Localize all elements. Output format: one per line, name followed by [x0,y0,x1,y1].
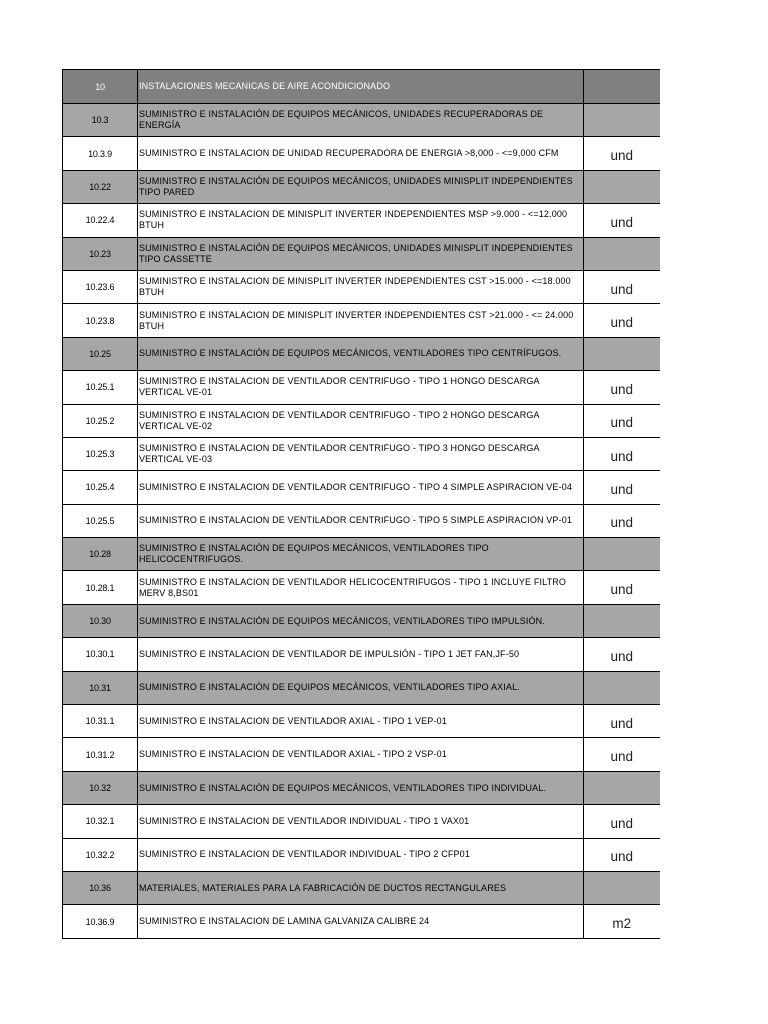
budget-table [62,69,660,939]
item-description-cell: SUMINISTRO E INSTALACION DE VENTILADOR CENTRIFUGO - TIPO 2 HONGO DESCARGA VERTICAL VE-02 [138,404,584,437]
item-unit-cell: und [584,638,660,671]
table-row-item [63,638,660,671]
item-description-cell: INSTALACIONES MECANICAS DE AIRE ACONDICIONADO [138,70,584,104]
table-row-section [63,104,660,137]
item-code-cell: 10.25.3 [63,437,138,470]
table-row-item [63,471,660,504]
item-description-cell: SUMINISTRO E INSTALACIÓN DE EQUIPOS MECÁNICOS, UNIDADES MINISPLIT INDEPENDIENTES TIPO PARED [138,170,584,203]
item-unit-cell: und [584,705,660,738]
item-code-cell: 10.25 [63,337,138,370]
item-description-cell: SUMINISTRO E INSTALACION DE VENTILADOR CENTRIFUGO - TIPO 1 HONGO DESCARGA VERTICAL VE-01 [138,371,584,404]
item-description-cell: SUMINISTRO E INSTALACIÓN DE EQUIPOS MECÁNICOS, UNIDADES MINISPLIT INDEPENDIENTES TIPO CASSETTE [138,237,584,270]
item-unit-cell: und [584,738,660,771]
item-unit-cell [584,771,660,804]
item-description-cell: SUMINISTRO E INSTALACIÓN DE EQUIPOS MECÁNICOS, VENTILADORES TIPO HELICOCENTRIFUGOS. [138,538,584,571]
item-code-cell: 10.23.8 [63,304,138,337]
item-description-cell: SUMINISTRO E INSTALACIÓN DE EQUIPOS MECÁNICOS, UNIDADES RECUPERADORAS DE ENERGÍA [138,104,584,137]
item-unit-cell: und [584,504,660,537]
item-code-cell: 10.23 [63,237,138,270]
item-unit-cell [584,237,660,270]
item-unit-cell: und [584,137,660,170]
item-unit-cell: m2 [584,905,660,938]
item-unit-cell [584,604,660,637]
item-code-cell: 10 [63,70,138,104]
table-row-item [63,571,660,604]
item-code-cell: 10.32 [63,771,138,804]
table-row-section [63,671,660,704]
table-row-section [63,604,660,637]
item-code-cell: 10.23.6 [63,270,138,303]
item-code-cell: 10.28 [63,538,138,571]
table-row-section [63,237,660,270]
item-code-cell: 10.22.4 [63,204,138,237]
item-description-cell: SUMINISTRO E INSTALACIÓN DE EQUIPOS MECÁNICOS, VENTILADORES TIPO IMPULSIÓN. [138,604,584,637]
item-unit-cell [584,538,660,571]
item-code-cell: 10.36 [63,871,138,904]
item-unit-cell [584,871,660,904]
item-unit-cell [584,170,660,203]
item-description-cell: SUMINISTRO E INSTALACION DE VENTILADOR CENTRIFUGO - TIPO 3 HONGO DESCARGA VERTICAL VE-03 [138,437,584,470]
item-unit-cell: und [584,404,660,437]
item-description-cell: SUMINISTRO E INSTALACION DE VENTILADOR AXIAL - TIPO 1 VEP-01 [138,705,584,738]
item-code-cell: 10.25.2 [63,404,138,437]
item-unit-cell: und [584,805,660,838]
item-description-cell: SUMINISTRO E INSTALACIÓN DE EQUIPOS MECÁNICOS, VENTILADORES TIPO CENTRÍFUGOS. [138,337,584,370]
table-row-item [63,137,660,170]
item-description-cell: SUMINISTRO E INSTALACION DE VENTILADOR INDIVIDUAL - TIPO 2 CFP01 [138,838,584,871]
item-code-cell: 10.31.2 [63,738,138,771]
item-unit-cell: und [584,304,660,337]
table-row-item [63,437,660,470]
item-unit-cell [584,337,660,370]
item-code-cell: 10.25.1 [63,371,138,404]
item-description-cell: SUMINISTRO E INSTALACION DE VENTILADOR CENTRIFUGO - TIPO 4 SIMPLE ASPIRACION VE-04 [138,471,584,504]
table-row-item [63,404,660,437]
table-row-item [63,204,660,237]
item-unit-cell: und [584,471,660,504]
table-row-item [63,270,660,303]
item-description-cell: SUMINISTRO E INSTALACION DE VENTILADOR INDIVIDUAL - TIPO 1 VAX01 [138,805,584,838]
item-description-cell: SUMINISTRO E INSTALACION DE MINISPLIT INVERTER INDEPENDIENTES CST >15.000 - <=18.000 BTUH [138,270,584,303]
item-code-cell: 10.30.1 [63,638,138,671]
table-row-item [63,805,660,838]
item-code-cell: 10.25.4 [63,471,138,504]
item-unit-cell: und [584,437,660,470]
table-row-chapter [63,70,660,104]
item-code-cell: 10.32.2 [63,838,138,871]
item-unit-cell [584,671,660,704]
item-unit-cell: und [584,838,660,871]
item-description-cell: SUMINISTRO E INSTALACION DE UNIDAD RECUPERADORA DE ENERGIA >8,000 - <=9,000 CFM [138,137,584,170]
item-code-cell: 10.25.5 [63,504,138,537]
table-row-item [63,838,660,871]
table-row-section [63,337,660,370]
item-description-cell: SUMINISTRO E INSTALACION DE VENTILADOR AXIAL - TIPO 2 VSP-01 [138,738,584,771]
item-description-cell: SUMINISTRO E INSTALACION DE MINISPLIT INVERTER INDEPENDIENTES CST >21.000 - <= 24.000 BTUH [138,304,584,337]
item-code-cell: 10.22 [63,170,138,203]
item-description-cell: SUMINISTRO E INSTALACION DE VENTILADOR HELICOCENTRIFUGOS - TIPO 1 INCLUYE FILTRO MERV 8,BS01 [138,571,584,604]
item-description-cell: MATERIALES, MATERIALES PARA LA FABRICACIÓN DE DUCTOS RECTANGULARES [138,871,584,904]
table-row-section [63,771,660,804]
table-row-item [63,705,660,738]
table-row-section [63,170,660,203]
table-row-item [63,371,660,404]
item-description-cell: SUMINISTRO E INSTALACION DE VENTILADOR CENTRIFUGO - TIPO 5 SIMPLE ASPIRACION VP-01 [138,504,584,537]
table-row-section [63,871,660,904]
item-code-cell: 10.3 [63,104,138,137]
item-code-cell: 10.28.1 [63,571,138,604]
item-code-cell: 10.36.9 [63,905,138,938]
item-unit-cell [584,104,660,137]
item-unit-cell: und [584,270,660,303]
item-code-cell: 10.31.1 [63,705,138,738]
item-code-cell: 10.31 [63,671,138,704]
item-code-cell: 10.3.9 [63,137,138,170]
table-row-section [63,538,660,571]
table-row-item [63,738,660,771]
item-unit-cell: und [584,371,660,404]
item-unit-cell: und [584,204,660,237]
table-row-item [63,304,660,337]
item-description-cell: SUMINISTRO E INSTALACION DE MINISPLIT INVERTER INDEPENDIENTES MSP >9.000 - <=12.000 BTUH [138,204,584,237]
table-row-item [63,504,660,537]
item-unit-cell [584,70,660,104]
item-description-cell: SUMINISTRO E INSTALACIÓN DE EQUIPOS MECÁNICOS, VENTILADORES TIPO AXIAL. [138,671,584,704]
item-description-cell: SUMINISTRO E INSTALACION DE VENTILADOR DE IMPULSIÓN - TIPO 1 JET FAN,JF-50 [138,638,584,671]
item-code-cell: 10.32.1 [63,805,138,838]
item-code-cell: 10.30 [63,604,138,637]
item-unit-cell: und [584,571,660,604]
item-description-cell: SUMINISTRO E INSTALACION DE LAMINA GALVANIZA CALIBRE 24 [138,905,584,938]
item-description-cell: SUMINISTRO E INSTALACIÓN DE EQUIPOS MECÁNICOS, VENTILADORES TIPO INDIVIDUAL. [138,771,584,804]
table-row-item [63,905,660,938]
